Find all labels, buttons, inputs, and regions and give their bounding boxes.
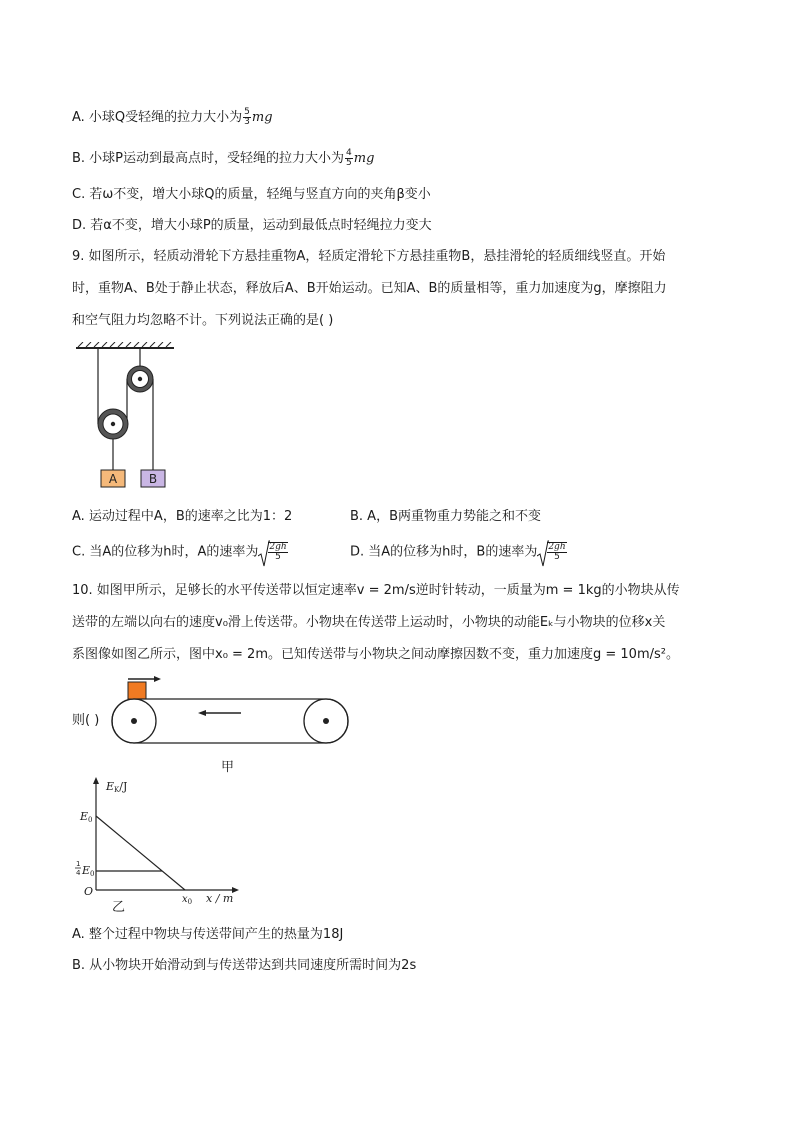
block-b-label: B xyxy=(148,472,158,486)
ceiling-hatching xyxy=(78,342,171,347)
q8-option-a xyxy=(72,108,273,127)
block-velocity-arrowhead xyxy=(154,676,161,682)
q8-option-a-fraction xyxy=(243,108,251,127)
q10-option-b: B. 从小物块开始滑动到与传送带达到共同速度所需时间为2s xyxy=(72,958,417,973)
quarter-e0-label: E0 xyxy=(82,864,95,878)
small-block xyxy=(128,682,146,699)
q9-option-c-sqrt xyxy=(258,542,288,562)
q8-option-c: C. 若ω不变，增大小球Q的质量，轻绳与竖直方向的夹角β变小 xyxy=(72,187,431,202)
q9-stem-line3: 和空气阻力均忽略不计。下列说法正确的是( ) xyxy=(72,313,334,328)
q10-stem-line2: 送带的左端以向右的速度v₀滑上传送带。小物块在传送带上运动时，小物块的动能Eₖ与小物块的位移x关 xyxy=(72,615,666,630)
fixed-pulley xyxy=(127,366,153,392)
q9-option-a: A. 运动过程中A，B的速率之比为1：2 xyxy=(72,509,293,524)
q10-stem-line3: 系图像如图乙所示，图中x₀ = 2m。已知传送带与小物块之间动摩擦因数不变，重力加速度g = 10m/s²。 xyxy=(72,647,679,662)
figure-yi-label: 乙 xyxy=(112,900,126,915)
sqrt-denominator: 5 xyxy=(275,552,281,562)
q8-option-b-fraction xyxy=(345,149,353,168)
pulley-diagram xyxy=(70,342,180,492)
q8-option-b-text: B. 小球P运动到最高点时，受轻绳的拉力大小为 xyxy=(72,151,345,166)
y-axis-label: EK/J xyxy=(106,780,128,794)
sqrt-numerator: 2gh xyxy=(548,542,566,552)
belt-direction-arrowhead xyxy=(198,710,206,716)
q9-option-c xyxy=(72,542,289,562)
left-roller-axle xyxy=(131,718,137,724)
fraction-numerator: 4 xyxy=(346,148,352,158)
y-axis-arrowhead xyxy=(93,777,99,784)
fraction-numerator: 5 xyxy=(244,107,250,117)
q10-stem-line1: 10. 如图甲所示，足够长的水平传送带以恒定速率v = 2m/s逆时针转动，一质量为m = 1kg的小物块从传 xyxy=(72,583,680,598)
q8-option-d: D. 若α不变，增大小球P的质量，运动到最低点时轻绳拉力变大 xyxy=(72,218,432,233)
figure-jia-label: 甲 xyxy=(221,760,235,775)
q10-option-a: A. 整个过程中物块与传送带间产生的热量为18J xyxy=(72,927,344,942)
q9-stem-line1: 9. 如图所示，轻质动滑轮下方悬挂重物A，轻质定滑轮下方悬挂重物B，悬挂滑轮的轻质细线竖直。开始 xyxy=(72,249,666,264)
ek-x-graph xyxy=(72,774,252,914)
fraction-denominator: 5 xyxy=(346,158,352,168)
belt-outline xyxy=(112,699,348,743)
movable-pulley xyxy=(98,409,128,439)
quarter-numerator: 1 xyxy=(76,860,81,868)
sqrt-denominator: 5 xyxy=(554,552,560,562)
q8-option-a-text: A. 小球Q受轻绳的拉力大小为 xyxy=(72,110,243,125)
x0-label: $x_0$ xyxy=(182,894,193,906)
q9-option-b: B. A，B两重物重力势能之和不变 xyxy=(350,509,541,524)
q10-stem-line4: 则( ) xyxy=(72,713,100,728)
x-axis-label: x / m xyxy=(206,892,234,905)
q9-option-d xyxy=(350,542,568,562)
q8-option-b-tail: mg xyxy=(353,151,375,166)
sqrt-numerator: 2gh xyxy=(269,542,287,552)
q9-stem-line2: 时，重物A、B处于静止状态，释放后A、B开始运动。已知A、B的质量相等，重力加速度为g，摩擦阻力 xyxy=(72,281,667,296)
q9-option-c-text: C. 当A的位移为h时，A的速率为 xyxy=(72,544,259,560)
right-roller-axle xyxy=(323,718,329,724)
block-a-label: A xyxy=(108,472,118,486)
quarter-denominator: 4 xyxy=(76,869,81,877)
q9-option-d-sqrt xyxy=(537,542,567,562)
q8-option-a-tail: mg xyxy=(251,110,273,125)
ek-decreasing-line xyxy=(96,816,185,890)
fraction-denominator: 3 xyxy=(244,117,250,127)
q9-option-d-text: D. 当A的位移为h时，B的速率为 xyxy=(350,544,538,560)
q8-option-b xyxy=(72,149,374,168)
e0-label: E0 xyxy=(80,810,93,824)
origin-label: O xyxy=(84,885,94,898)
conveyor-figure xyxy=(106,676,356,752)
